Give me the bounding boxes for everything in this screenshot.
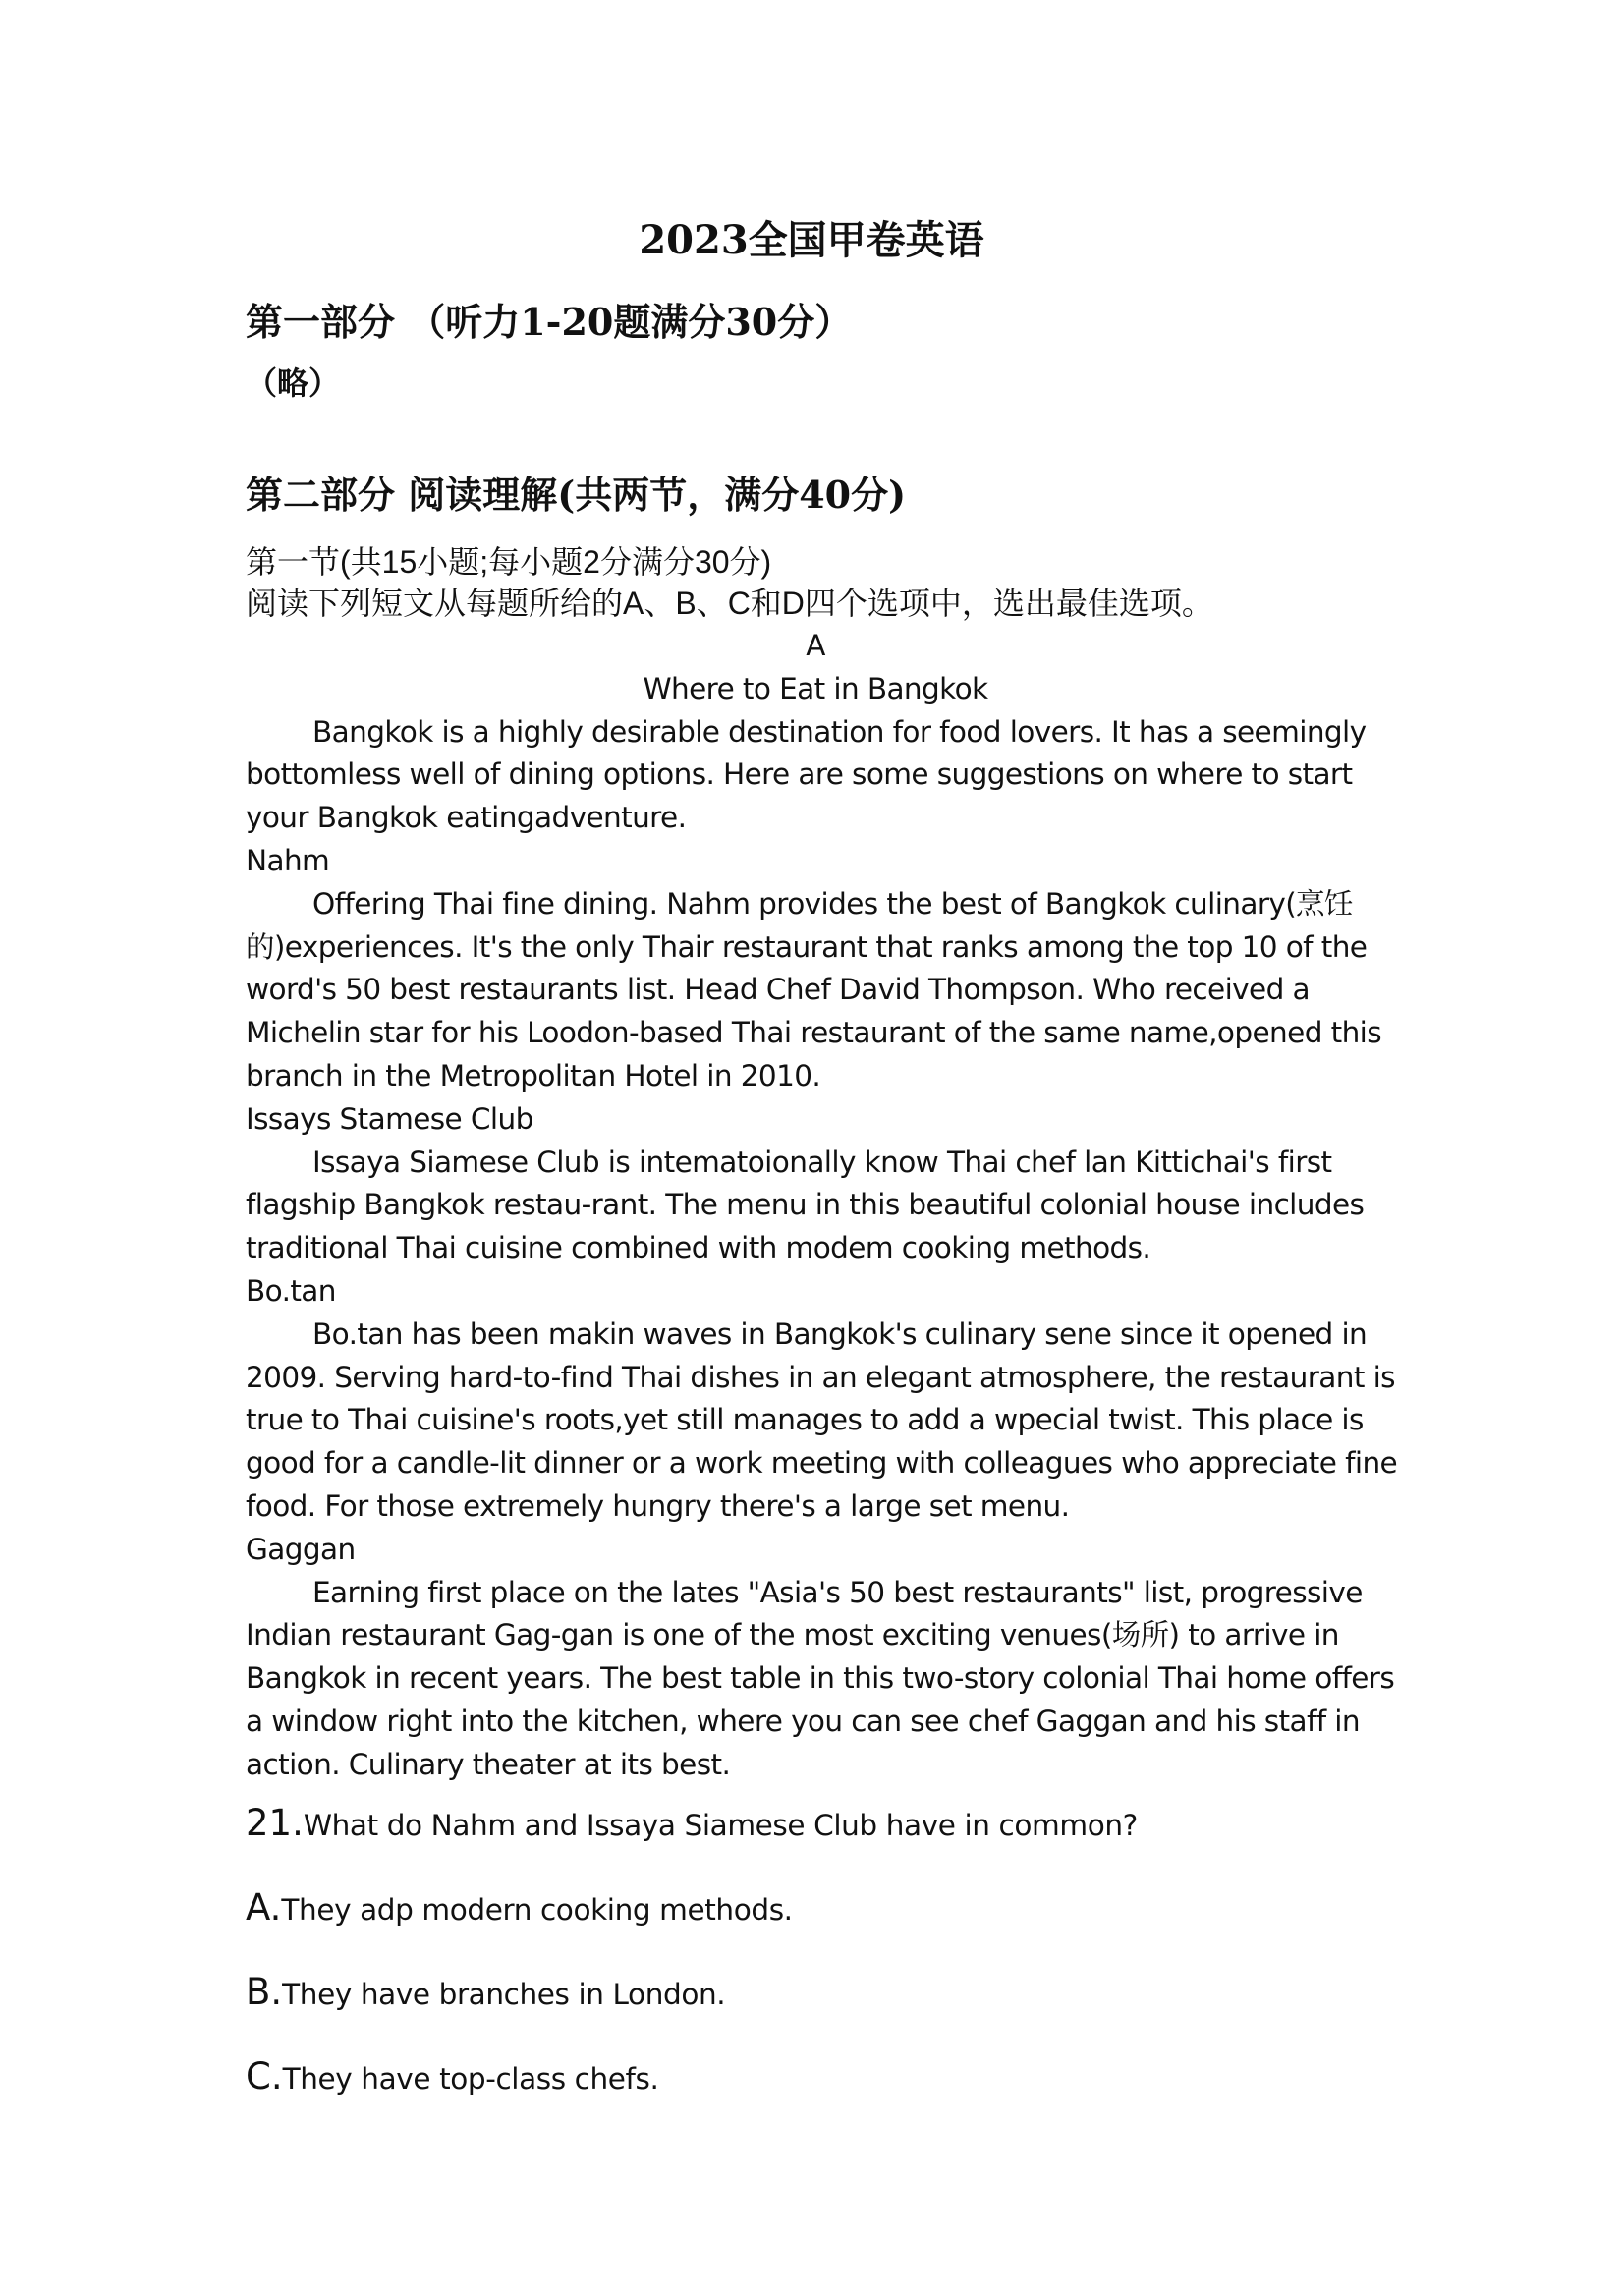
option-c-letter: C. [246, 2055, 283, 2098]
reading-instruction: 阅读下列短文从每题所给的A、B、C和D四个选项中，选出最佳选项。 [246, 586, 1213, 621]
section-text-gaggan: Earning first place on the lates "Asia's 50 best restaurants" list, progressive Indian restaurant Gag-gan is one of the most exciting venues(场所) to arrive in Bangkok in recent years. The best table in this two-story colonial Thai home offers a window right into the kitchen, where you can see chef Gaggan and his staff in action. Culinary theater at its best. [246, 1575, 1395, 1781]
option-b-text: They have branches in London. [282, 1978, 726, 2011]
option-c[interactable] [246, 2055, 1405, 2098]
passage-intro: Bangkok is a highly desirable destination for food lovers. It has a seemingly bottomless well of dining options. Here are some suggestions on where to start your Bangkok eatingadventure. [246, 714, 1367, 835]
section-heading-nahm: Nahm [246, 843, 330, 877]
section-label: 第一节(共15小题;每小题2分满分30分) [246, 544, 772, 580]
reading-passage [246, 625, 1405, 1787]
option-a-letter: A. [246, 1886, 282, 1929]
question-21 [246, 1802, 1405, 1844]
question-number: 21. [246, 1802, 304, 1844]
section-heading-issaya: Issays Stamese Club [246, 1101, 533, 1136]
section-heading-botan: Bo.tan [246, 1273, 336, 1308]
part2-heading: 第二部分 阅读理解(共两节，满分40分) [246, 473, 907, 517]
option-b[interactable] [246, 1971, 1405, 2013]
passage-letter: A [806, 629, 825, 662]
question-text: What do Nahm and Issaya Siamese Club have in common? [303, 1809, 1138, 1842]
section-text-botan: Bo.tan has been makin waves in Bangkok's culinary sene since it opened in 2009. Serving hard-to-find Thai dishes in an elegant atmosphere, the restaurant is true to Thai cuisine's roots,yet still manages to add a wpecial twist. This place is good for a candle-lit dinner or a work meeting with colleagues who appreciate fine food. For those extremely hungry there's a large set menu. [246, 1316, 1398, 1523]
passage-title: Where to Eat in Bangkok [643, 671, 988, 705]
section-text-nahm: Offering Thai fine dining. Nahm provides the best of Bangkok culinary(烹饪的)experiences. It's the only Thair restaurant that ranks among the top 10 of the word's 50 best restaurants list. Head Chef David Thompson. Who received a Michelin star for his Loodon-based Thai restaurant of the same name,opened this branch in the Metropolitan Hotel in 2010. [246, 886, 1382, 1092]
section-heading-gaggan: Gaggan [246, 1532, 356, 1566]
part1-heading: 第一部分 （听力1-20题满分30分） [246, 300, 853, 344]
section-text-issaya: Issaya Siamese Club is intematoionally know Thai chef lan Kittichai's first flagship Bangkok restau-rant. The menu in this beautiful colonial house includes traditional Thai cuisine combined with modem cooking methods. [246, 1145, 1365, 1265]
document-title: 2023全国甲卷英语 [639, 217, 984, 263]
option-c-text: They have top-class chefs. [282, 2062, 659, 2096]
option-a-text: They adp modern cooking methods. [281, 1893, 793, 1927]
option-a[interactable] [246, 1886, 1405, 1929]
option-b-letter: B. [246, 1971, 283, 2013]
part1-omitted-note: （略） [246, 364, 341, 402]
